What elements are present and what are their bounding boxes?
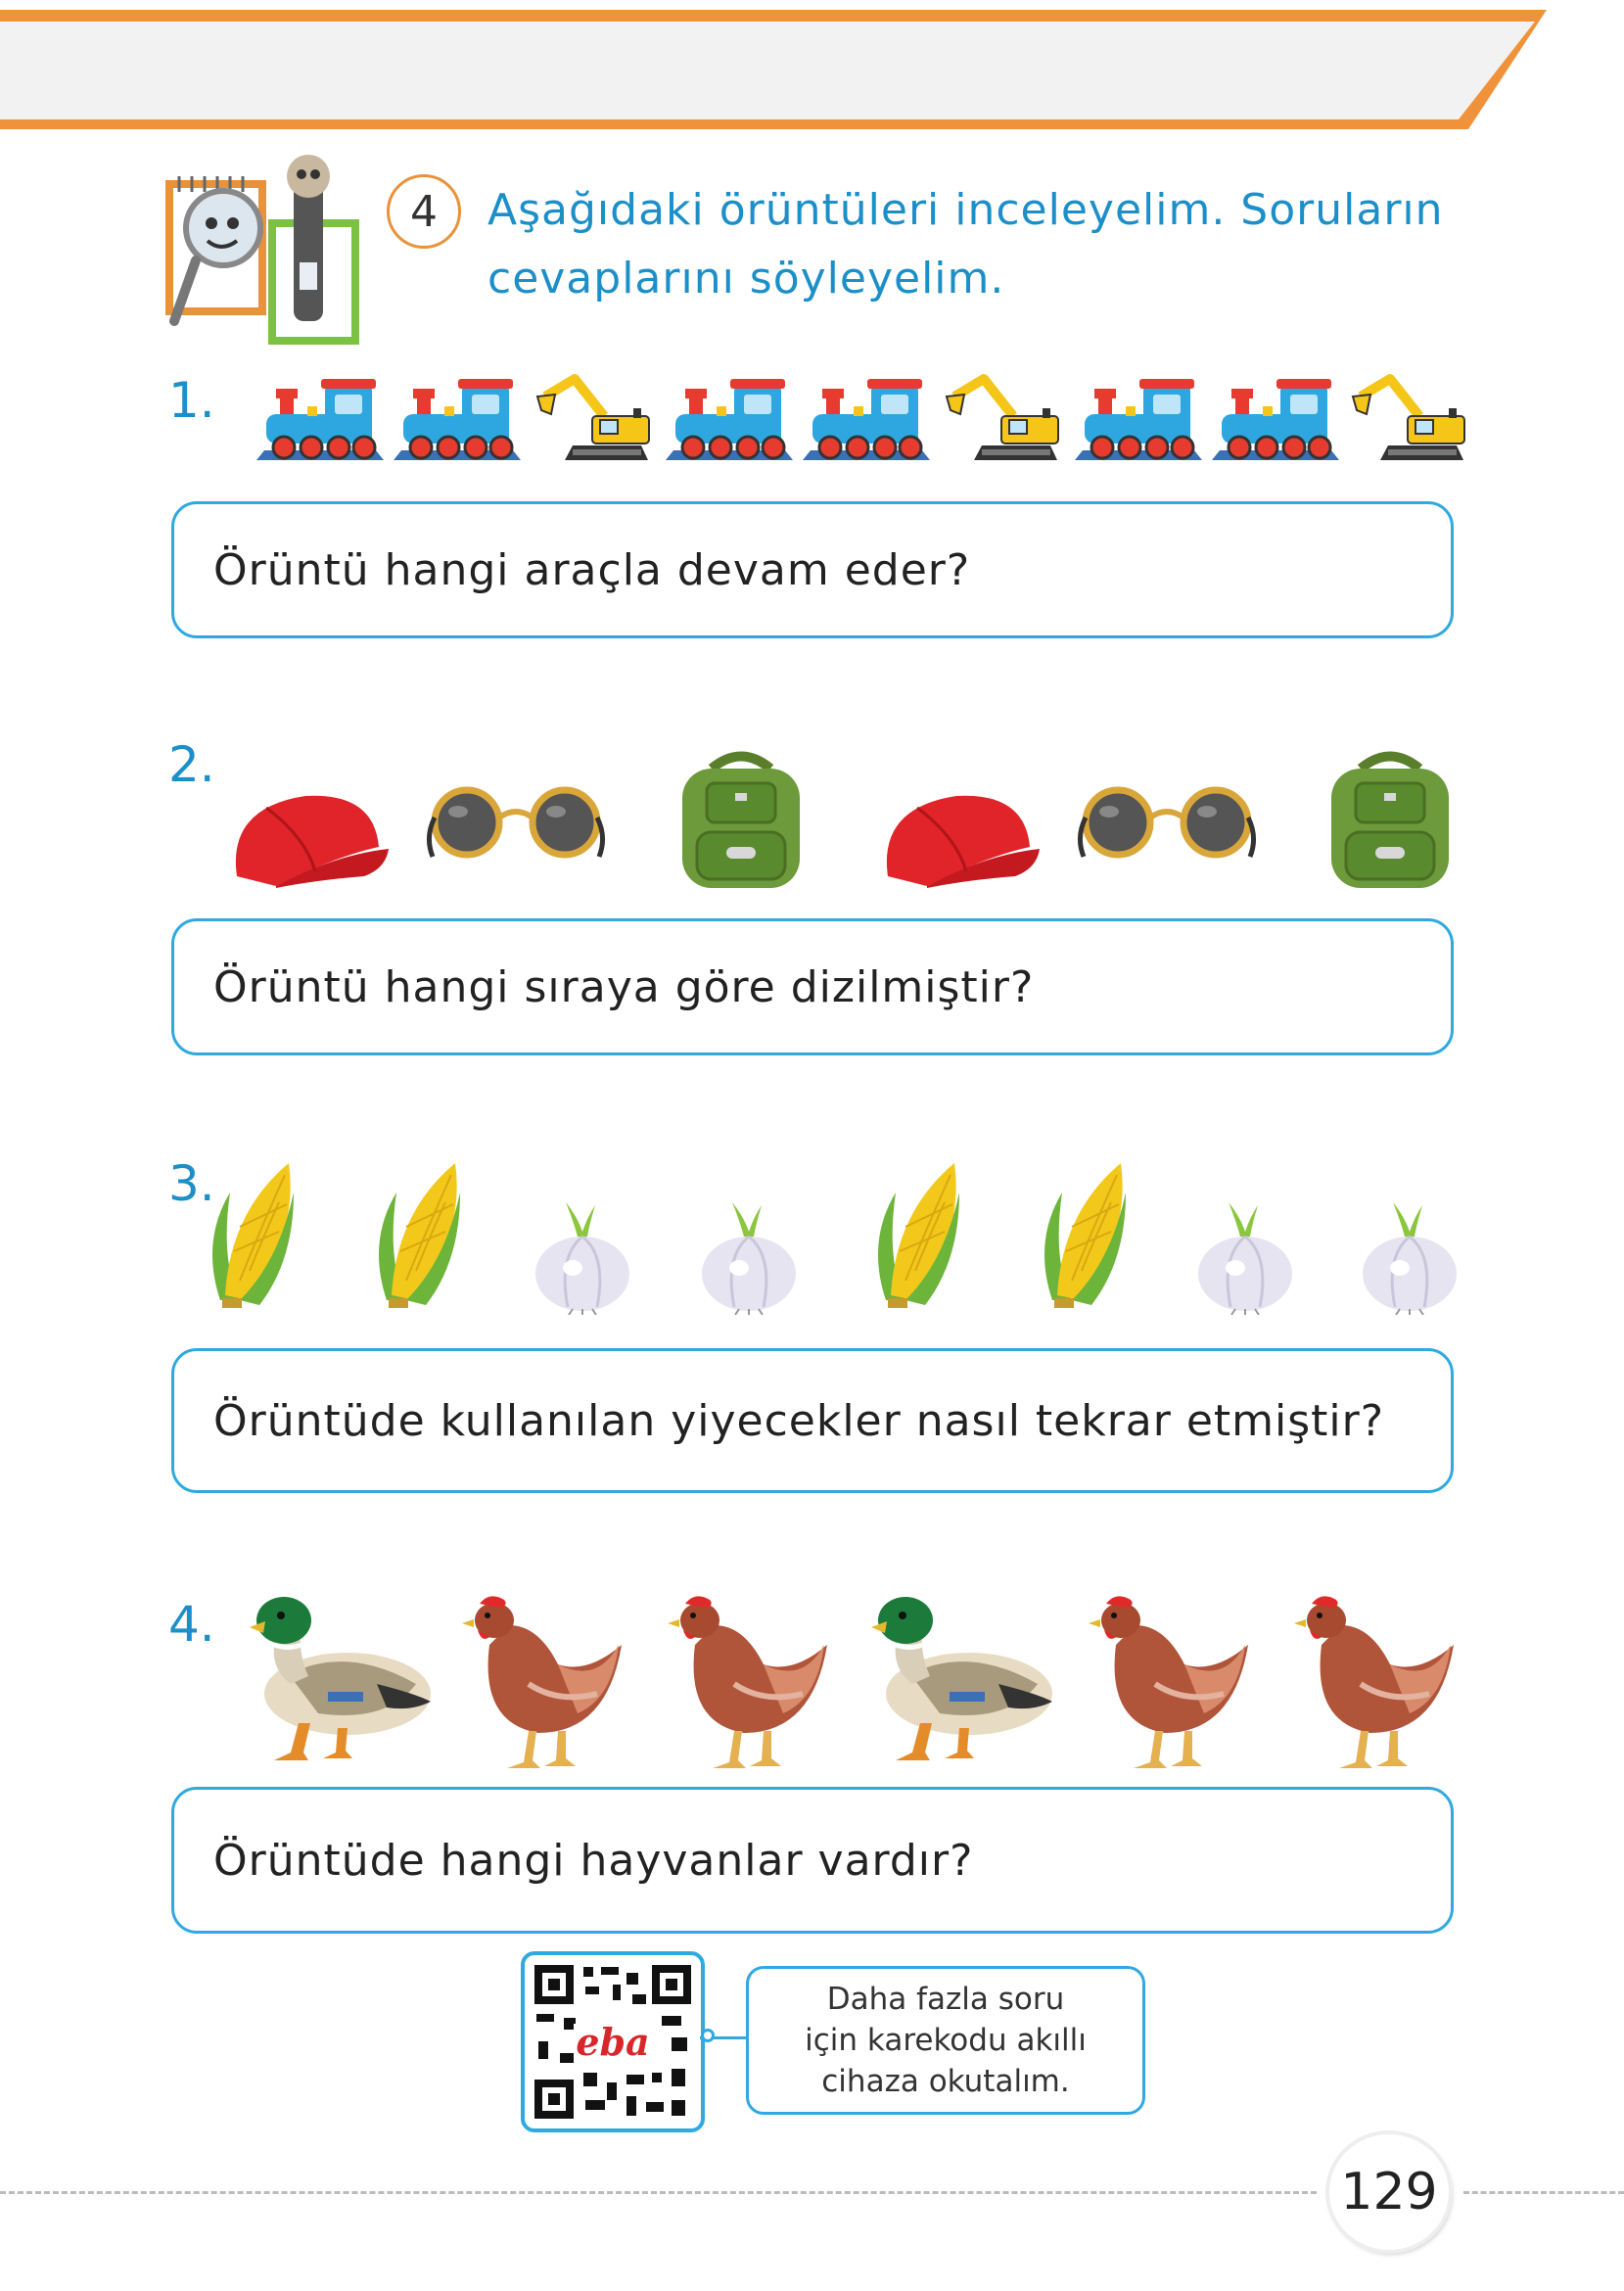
excavator-icon xyxy=(945,367,1062,465)
train-icon xyxy=(1075,367,1202,465)
instruction-text xyxy=(487,176,1466,313)
hen-icon xyxy=(450,1586,626,1772)
cap-icon xyxy=(217,778,394,896)
sunglasses-icon xyxy=(1074,778,1260,866)
corn-icon xyxy=(1033,1153,1140,1310)
qr-connector-dot xyxy=(701,2029,715,2042)
question-4-number: 4. xyxy=(168,1596,215,1653)
train-icon xyxy=(666,367,793,465)
corn-icon xyxy=(367,1153,475,1310)
activity-number-badge: 4 xyxy=(387,174,461,249)
instruction-line-2: cevaplarını söyleyelim. xyxy=(487,254,1005,304)
qr-note-line-1: Daha fazla soru xyxy=(826,1982,1065,2017)
question-1-number: 1. xyxy=(168,372,215,429)
hen-icon xyxy=(656,1586,832,1772)
garlic-icon xyxy=(1356,1197,1463,1315)
question-3-prompt-box xyxy=(171,1348,1454,1493)
question-4-prompt-box xyxy=(171,1787,1454,1934)
page-number: 129 xyxy=(1329,2134,1449,2250)
qr-note xyxy=(746,1966,1145,2115)
question-2-prompt: Örüntü hangi sıraya göre dizilmiştir? xyxy=(213,961,1035,1012)
backpack-icon xyxy=(1322,749,1459,891)
train-icon xyxy=(1212,367,1339,465)
corn-icon xyxy=(866,1153,974,1310)
question-1-prompt-box xyxy=(171,501,1454,638)
question-4-prompt: Örüntüde hangi hayvanlar vardır? xyxy=(213,1835,974,1886)
backpack-icon xyxy=(673,749,810,891)
sunglasses-icon xyxy=(423,778,609,866)
question-2-prompt-box xyxy=(171,918,1454,1055)
garlic-icon xyxy=(529,1197,636,1315)
cap-icon xyxy=(868,778,1044,896)
train-icon xyxy=(803,367,930,465)
excavator-icon xyxy=(1351,367,1468,465)
corn-icon xyxy=(201,1153,308,1310)
qr-code[interactable] xyxy=(521,1951,705,2132)
garlic-icon xyxy=(1191,1197,1299,1315)
question-3-prompt: Örüntüde kullanılan yiyecekler nasıl tekrar etmiştir? xyxy=(213,1395,1385,1446)
eba-logo: eba xyxy=(576,2020,650,2064)
qr-note-line-3: cihaza okutalım. xyxy=(821,2064,1070,2099)
hen-icon xyxy=(1077,1586,1253,1772)
duck-icon xyxy=(230,1586,436,1767)
excavator-icon xyxy=(535,367,653,465)
qr-note-line-2: için karekodu akıllı xyxy=(805,2023,1087,2058)
header-banner xyxy=(0,0,1624,147)
train-icon xyxy=(256,367,384,465)
train-icon xyxy=(394,367,521,465)
duck-icon xyxy=(852,1586,1057,1767)
footer-dashed-line-left xyxy=(0,2191,1317,2194)
header-mascot-icon xyxy=(164,155,365,346)
instruction-line-1: Aşağıdaki örüntüleri inceleyelim. Soruların xyxy=(487,185,1444,235)
question-3-number: 3. xyxy=(168,1155,215,1212)
hen-icon xyxy=(1282,1586,1459,1772)
garlic-icon xyxy=(695,1197,803,1315)
footer-dashed-line-right xyxy=(1463,2191,1624,2194)
question-2-number: 2. xyxy=(168,736,215,793)
question-1-prompt: Örüntü hangi araçla devam eder? xyxy=(213,544,971,595)
